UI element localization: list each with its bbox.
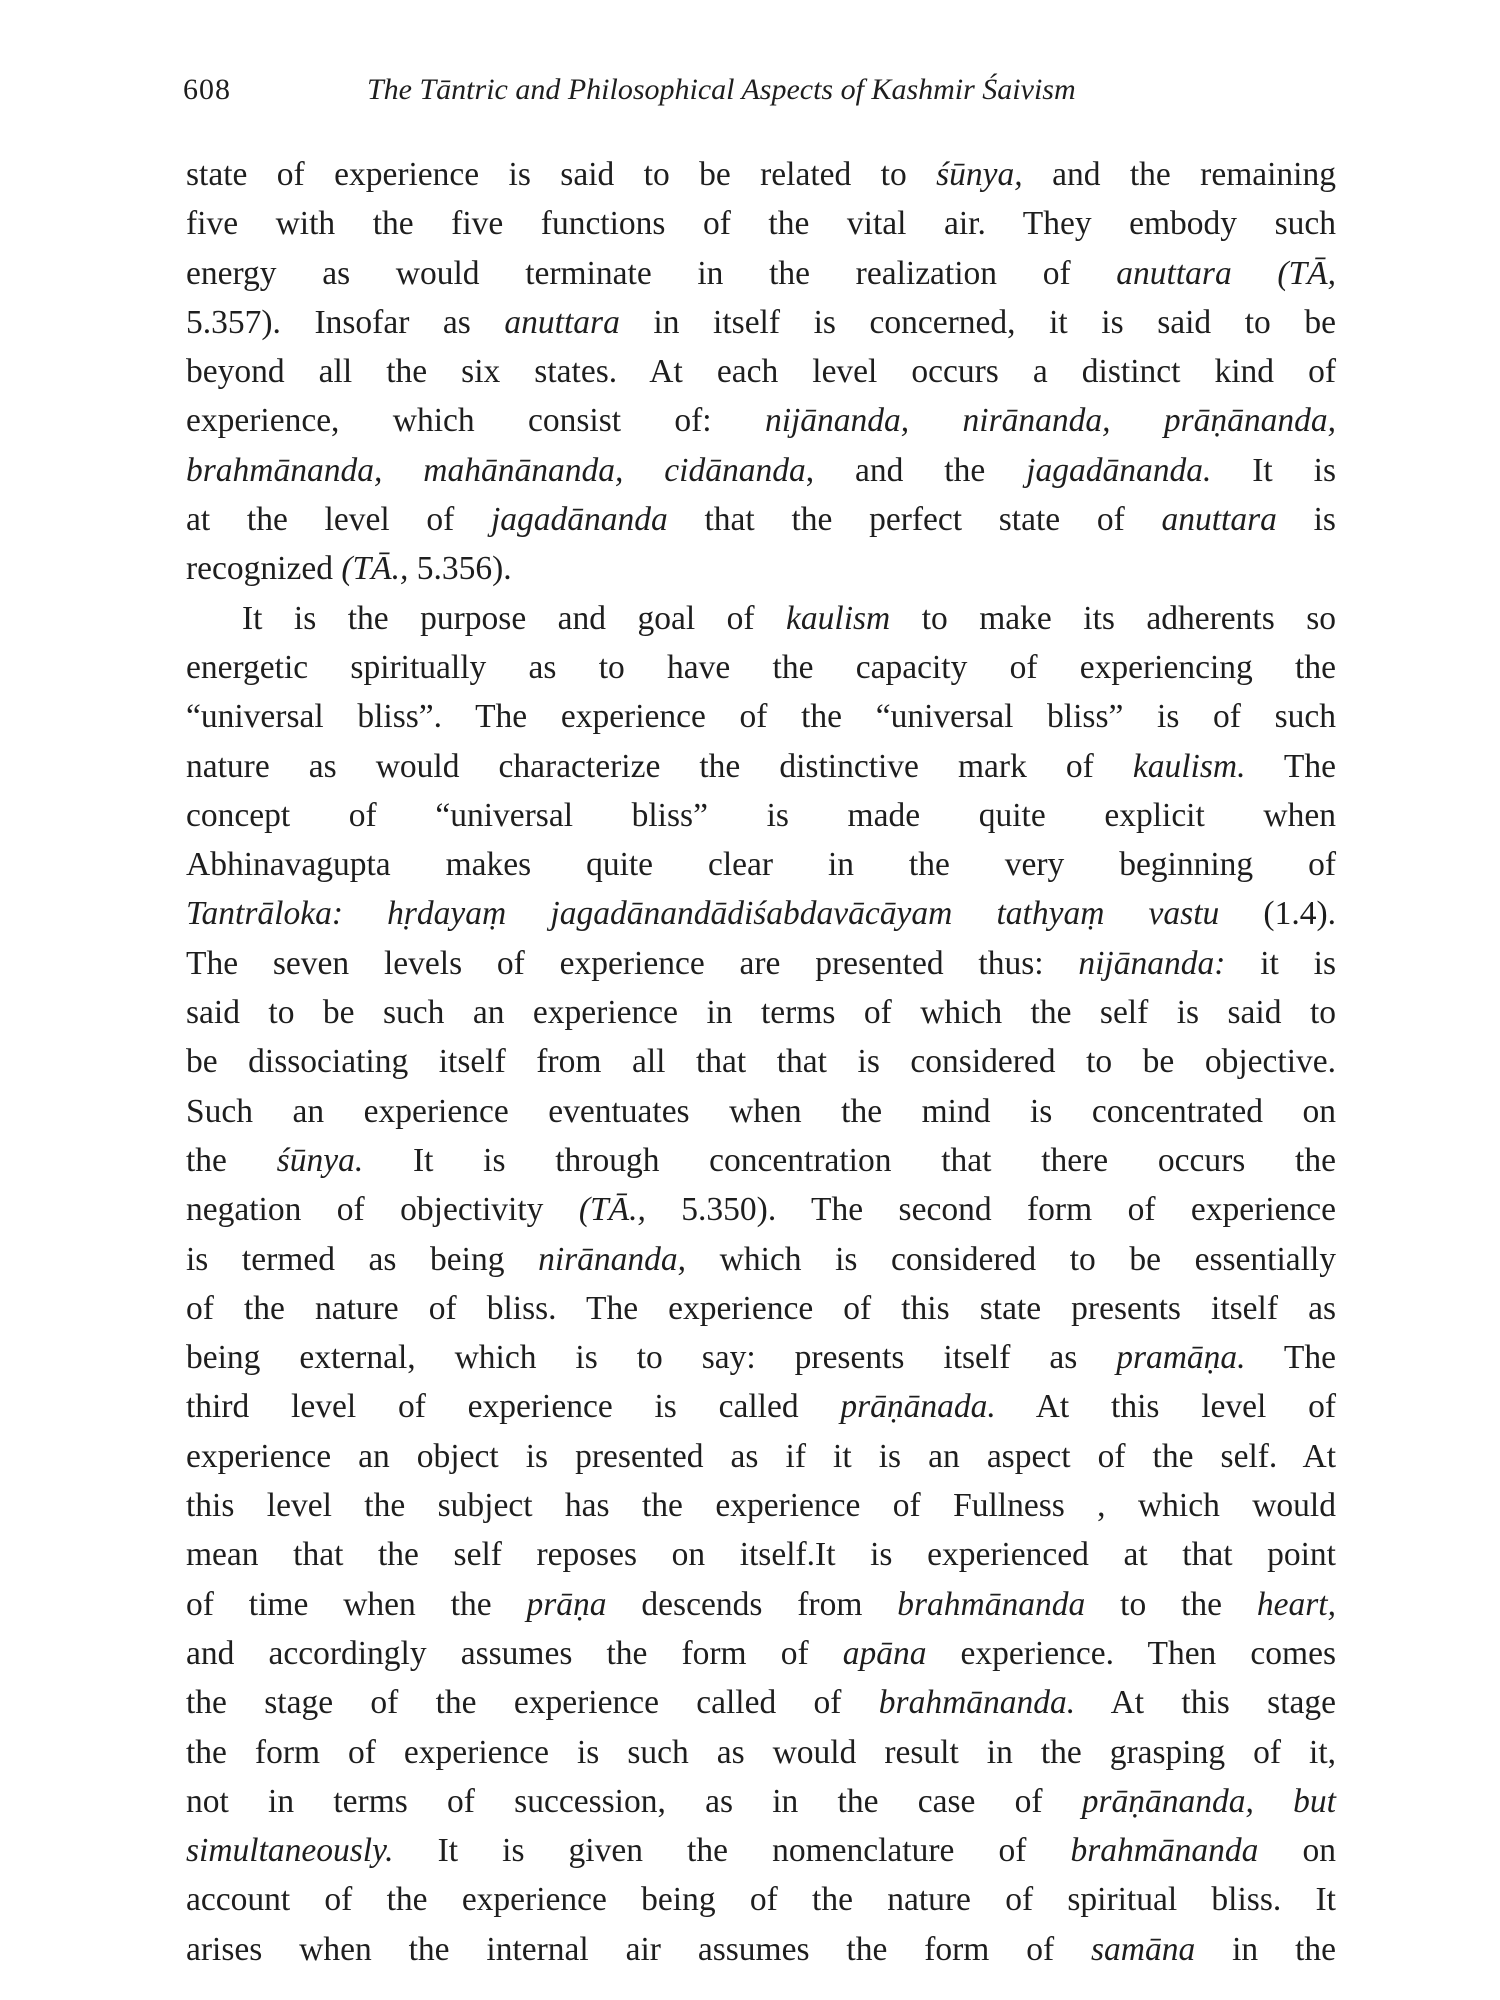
text-run: said to be such an experience in terms of which the self is said to	[186, 994, 1336, 1032]
text-run: the form of experience is such as would result in the grasping of it,	[186, 1733, 1336, 1771]
text-run: At this stage	[1075, 1684, 1336, 1722]
text-run: 5.357). Insofar as	[186, 303, 505, 341]
italic-term: apāna	[842, 1634, 927, 1672]
text-line	[186, 1875, 1336, 1924]
text-line	[186, 1580, 1336, 1629]
italic-term: anuttara	[1161, 501, 1277, 539]
text-run: beyond all the six states. At each level occurs a distinct kind of	[186, 353, 1336, 391]
text-line	[186, 347, 1336, 396]
text-line	[186, 1678, 1336, 1727]
text-run: Abhinavagupta makes quite clear in the very beginning of	[186, 846, 1336, 884]
text-run: is termed as being	[186, 1240, 539, 1278]
text-line	[186, 1333, 1336, 1382]
italic-term: pramāṇa.	[1116, 1339, 1246, 1377]
text-run: to make its adherents so	[890, 599, 1336, 637]
text-run: in itself is concerned, it is said to be	[619, 303, 1336, 341]
text-line	[186, 1629, 1336, 1678]
italic-term: anuttara	[504, 303, 620, 341]
italic-term: (TĀ.,	[341, 550, 409, 588]
text-run: At this level of	[995, 1388, 1337, 1426]
text-line	[186, 692, 1336, 741]
text-line	[186, 1777, 1336, 1826]
text-run: of the nature of bliss. The experience of this state presents itself as	[186, 1289, 1336, 1327]
text-line	[186, 396, 1336, 445]
italic-term: brahmānanda	[1070, 1832, 1259, 1870]
text-run: recognized	[186, 550, 342, 588]
text-line	[186, 1530, 1336, 1579]
text-run: experience, which consist of:	[186, 402, 765, 440]
text-run: third level of experience is called	[186, 1388, 841, 1426]
italic-term: śūnya.	[276, 1141, 364, 1179]
text-run: to the	[1085, 1585, 1257, 1623]
running-title: The Tāntric and Philosophical Aspects of Kashmir Śaivism	[367, 73, 1076, 106]
body-text	[186, 150, 1336, 1974]
text-run: state of experience is said to be related to	[186, 156, 937, 193]
text-run: be dissociating itself from all that that is considered to be objective.	[186, 1043, 1336, 1081]
text-run: is	[1276, 501, 1336, 539]
text-line	[186, 1185, 1336, 1234]
text-run: that the perfect state of	[667, 501, 1162, 539]
running-head	[183, 68, 1183, 112]
text-line	[186, 1826, 1336, 1875]
text-line	[186, 1235, 1336, 1284]
text-line	[186, 495, 1336, 544]
italic-term: brahmānanda.	[878, 1684, 1076, 1722]
text-line	[186, 791, 1336, 840]
text-line	[186, 298, 1336, 347]
text-run: nature as would characterize the distinctive mark of	[186, 747, 1133, 785]
italic-term: Tantrāloka: hṛdayaṃ jagadānandādiśabdavācāyam tathyaṃ vastu	[186, 895, 1220, 933]
text-run: concept of “universal bliss” is made quite explicit when	[186, 796, 1336, 834]
text-line	[186, 1481, 1336, 1530]
text-run: and the remaining	[1022, 156, 1336, 193]
text-run: energy as would terminate in the realization of	[186, 254, 1117, 292]
text-run: this level the subject has the experience of Fullness , which would	[186, 1487, 1336, 1525]
text-line	[186, 1136, 1336, 1185]
italic-term: samāna	[1091, 1930, 1196, 1968]
text-run: energetic spiritually as to have the capacity of experiencing the	[186, 648, 1336, 686]
text-run: The seven levels of experience are presented thus:	[186, 944, 1079, 982]
text-run: the stage of the experience called of	[186, 1684, 879, 1722]
text-run: mean that the self reposes on itself.It is experienced at that point	[186, 1536, 1336, 1574]
text-line	[186, 1037, 1336, 1086]
text-run: It is	[1211, 451, 1336, 489]
text-run: in the	[1195, 1930, 1336, 1968]
text-run: five with the five functions of the vital air. They embody such	[186, 205, 1336, 243]
text-line	[186, 446, 1336, 495]
italic-term: simultaneously.	[186, 1832, 394, 1870]
italic-term: brahmānanda, mahānānanda, cidānanda	[186, 451, 806, 489]
italic-term: prāṇa	[526, 1585, 607, 1623]
italic-term: kaulism.	[1132, 747, 1246, 785]
text-run: descends from	[606, 1585, 898, 1623]
paragraph-first-line	[186, 594, 1336, 643]
text-line	[186, 199, 1336, 248]
italic-term: kaulism	[786, 599, 891, 637]
text-run: on	[1258, 1832, 1336, 1870]
text-line	[186, 150, 1336, 199]
text-run: the	[186, 1141, 277, 1179]
text-line	[186, 1925, 1336, 1974]
text-run: 5.350). The second form of experience	[645, 1191, 1336, 1229]
italic-term: jagadānanda.	[1026, 451, 1212, 489]
text-run: experience an object is presented as if it is an aspect of the self. At	[186, 1437, 1336, 1475]
text-run: at the level of	[186, 501, 491, 539]
text-run: being external, which is to say: presents itself as	[186, 1339, 1117, 1377]
text-run: It is the purpose and goal of	[242, 599, 787, 637]
italic-term: heart,	[1256, 1585, 1336, 1623]
text-line	[186, 939, 1336, 988]
italic-term: nirānanda,	[538, 1240, 687, 1278]
italic-term: anuttara (TĀ,	[1116, 254, 1336, 292]
text-line	[186, 988, 1336, 1037]
text-run: It is through concentration that there occurs the	[363, 1141, 1336, 1179]
text-run: which is considered to be essentially	[686, 1240, 1336, 1278]
text-line	[186, 742, 1336, 791]
text-run: it is	[1225, 944, 1336, 982]
page-number: 608	[183, 73, 231, 106]
text-line	[186, 1432, 1336, 1481]
text-line	[186, 889, 1336, 938]
text-line	[186, 643, 1336, 692]
text-run: “universal bliss”. The experience of the “universal bliss” is of such	[186, 698, 1336, 736]
italic-term: prāṇānanda, but	[1081, 1782, 1336, 1820]
text-run: The	[1245, 1339, 1336, 1377]
italic-term: brahmānanda	[897, 1585, 1086, 1623]
text-run: Such an experience eventuates when the mind is concentrated on	[186, 1092, 1336, 1130]
text-run: arises when the internal air assumes the form of	[186, 1930, 1091, 1968]
text-line	[186, 840, 1336, 889]
text-line	[186, 1284, 1336, 1333]
text-run: , and the	[805, 451, 1027, 489]
italic-term: prāṇānada.	[840, 1388, 996, 1426]
text-run: and accordingly assumes the form of	[186, 1634, 843, 1672]
italic-term: (TĀ.,	[578, 1191, 646, 1229]
italic-term: jagadānanda	[490, 501, 668, 539]
italic-term: śūnya,	[936, 156, 1023, 193]
text-run: account of the experience being of the nature of spiritual bliss. It	[186, 1881, 1336, 1919]
text-line	[186, 544, 1336, 593]
text-run: not in terms of succession, as in the case of	[186, 1782, 1082, 1820]
text-run: It is given the nomenclature of	[393, 1832, 1071, 1870]
text-run: experience. Then comes	[926, 1634, 1336, 1672]
text-line	[186, 1382, 1336, 1431]
text-line	[186, 1087, 1336, 1136]
text-run: 5.356).	[408, 550, 512, 588]
italic-term: nijānanda, nirānanda, prāṇānanda,	[764, 402, 1336, 440]
text-run: of time when the	[186, 1585, 527, 1623]
italic-term: nijānanda:	[1078, 944, 1226, 982]
text-run: negation of objectivity	[186, 1191, 579, 1229]
text-line	[186, 1728, 1336, 1777]
text-run: (1.4).	[1219, 895, 1336, 933]
text-run: The	[1245, 747, 1336, 785]
text-line	[186, 249, 1336, 298]
